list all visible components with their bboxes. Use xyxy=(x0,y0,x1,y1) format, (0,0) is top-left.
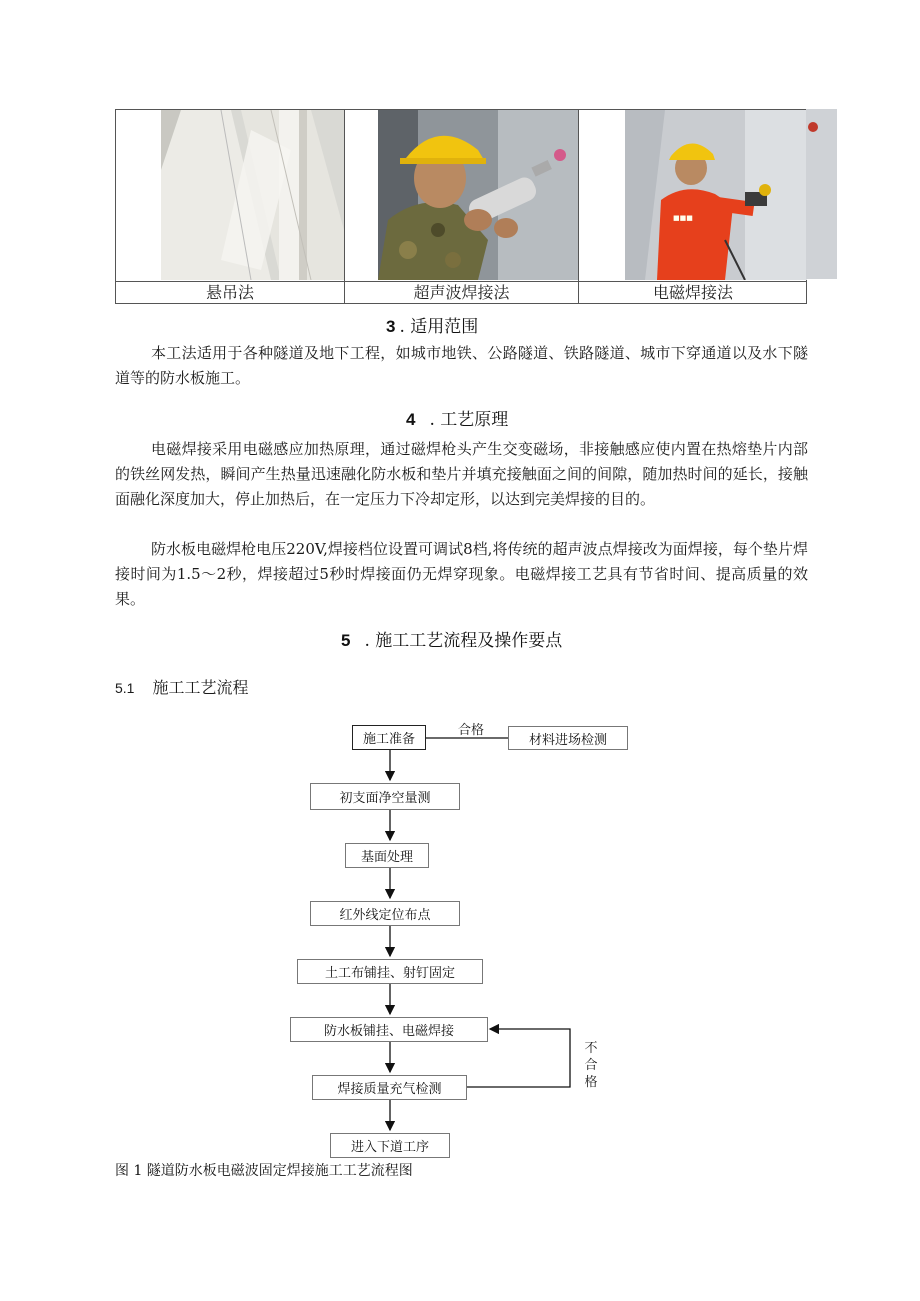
section-4-title: . 工艺原理 xyxy=(429,410,509,430)
flow-fail-char-1: 不 xyxy=(584,1041,598,1056)
section-5-1-number: 5.1 xyxy=(115,680,135,696)
flow-fail-label xyxy=(583,1040,599,1091)
caption-suspension-method: 悬吊法 xyxy=(205,283,254,302)
section-3-number: 3 xyxy=(386,317,396,336)
flow-step-clearance-measure: 初支面净空量测 xyxy=(310,783,460,810)
section-5-title: . 施工工艺流程及操作要点 xyxy=(364,631,563,651)
flow-step-infrared-positioning: 红外线定位布点 xyxy=(310,901,460,926)
flow-step-preparation: 施工准备 xyxy=(352,725,426,750)
flow-step-membrane-welding: 防水板铺挂、电磁焊接 xyxy=(290,1017,488,1042)
flow-pass-label: 合格 xyxy=(458,723,485,738)
flow-step-next-process: 进入下道工序 xyxy=(330,1133,450,1158)
figure-caption: 图 1 隧道防水板电磁波固定焊接施工工艺流程图 xyxy=(115,1163,413,1179)
section-5-1-title: 施工工艺流程 xyxy=(152,678,249,697)
section-4-paragraph-2: 防水板电磁焊枪电压220V,焊接档位设置可调试8档,将传统的超声波点焊接改为面焊接，每个垫片焊接时间为1.5～2秒，焊接超过5秒时焊接面仍无焊穿现象。电磁焊接工艺具有节省时间、提高质量的效果。 xyxy=(115,540,808,608)
caption-ultrasonic-welding: 超声波焊接法 xyxy=(413,283,510,302)
svg-text:■■■: ■■■ xyxy=(673,214,693,222)
section-3-body: 本工法适用于各种隧道及地下工程，如城市地铁、公路隧道、铁路隧道、城市下穿通道以及水下隧道等的防水板施工。 xyxy=(115,344,808,387)
section-5-number: 5 xyxy=(341,631,351,650)
caption-electromagnetic-welding: 电磁焊接法 xyxy=(652,283,733,302)
flow-step-geotextile-fixing: 土工布铺挂、射钉固定 xyxy=(297,959,483,984)
flow-fail-char-3: 格 xyxy=(584,1075,598,1090)
flow-material-inspection: 材料进场检测 xyxy=(508,726,628,750)
section-4-number: 4 xyxy=(406,410,416,429)
flow-fail-char-2: 合 xyxy=(584,1058,598,1073)
flow-step-surface-treatment: 基面处理 xyxy=(345,843,429,868)
section-3-title: . 适用范围 xyxy=(399,317,479,337)
section-4-paragraph-1: 电磁焊接采用电磁感应加热原理，通过磁焊枪头产生交变磁场，非接触感应使内置在热熔垫片内部的铁丝网发热，瞬间产生热量迅速融化防水板和垫片并填充接触面之间的间隙，随加热时间的延长，接触面融化深度加大，停止加热后，在一定压力下冷却定形，以达到完美焊接的目的。 xyxy=(115,440,808,508)
flow-step-air-inspection: 焊接质量充气检测 xyxy=(312,1075,467,1100)
